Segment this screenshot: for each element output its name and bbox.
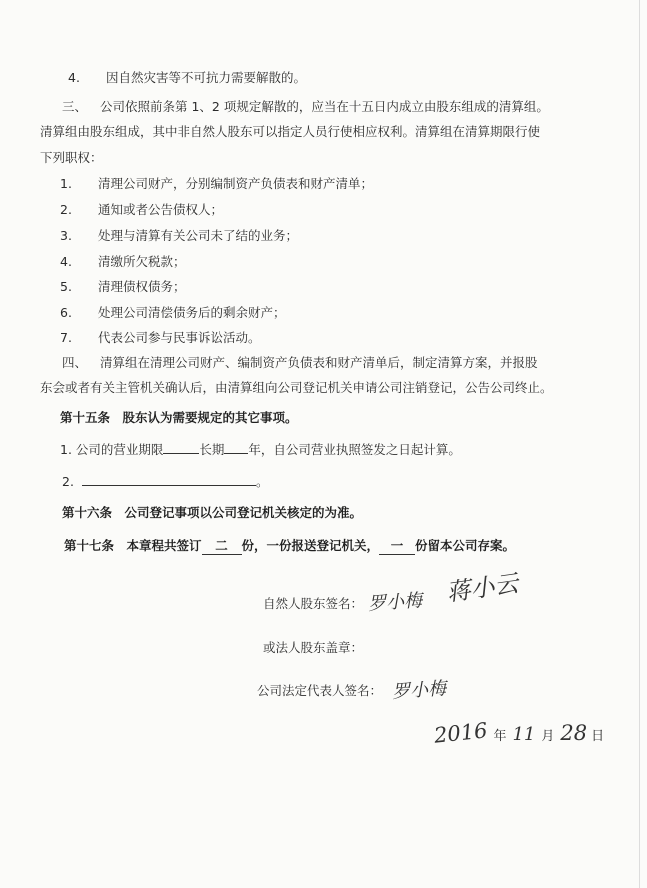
list-item: 5. 清理债权债务； <box>60 279 186 294</box>
paragraph-4-line-1: 四、 清算组在清理公司财产、编制资产负债表和财产清单后，制定清算方案，并报股 <box>62 355 538 370</box>
signature: 罗小梅 <box>391 678 447 703</box>
blank-field <box>82 473 256 486</box>
signature: 蒋小云 <box>444 569 520 607</box>
list-item: 4. 因自然灾害等不可抗力需要解散的。 <box>68 70 307 85</box>
blank-field <box>224 441 248 454</box>
list-item: 4. 清缴所欠税款； <box>60 254 186 269</box>
list-item: 3. 处理与清算有关公司未了结的业务； <box>60 228 299 243</box>
signature: 罗小梅 <box>367 590 423 615</box>
list-item: 6. 处理公司清偿债务后的剩余财产； <box>60 305 286 320</box>
list-item: 1. 清理公司财产，分别编制资产负债表和财产清单； <box>60 176 374 191</box>
paragraph-3-line-2: 清算组由股东组成，其中非自然人股东可以指定人员行使相应权利。清算组在清算期限行使 <box>40 124 541 139</box>
article-15-title: 第十五条 股东认为需要规定的其它事项。 <box>60 410 298 425</box>
paragraph-4-line-2: 东会或者有关主管机关确认后，由清算组向公司登记机关申请公司注销登记，公告公司终止。 <box>40 380 553 395</box>
paragraph-3-line-3: 下列职权： <box>40 150 103 165</box>
list-item: 2. 通知或者公告债权人； <box>60 202 224 217</box>
article-15-item-1: 1. 公司的营业期限 长期 年，自公司营业执照签发之日起计算。 <box>60 442 461 457</box>
blank-field <box>163 441 199 454</box>
paragraph-3-line-1: 三、 公司依照前条第 1、2 项规定解散的，应当在十五日内成立由股东组成的清算组。 <box>62 99 549 114</box>
legal-shareholder-label: 或法人股东盖章： <box>263 640 364 655</box>
signing-date: 2016 年 11 月 28 日 <box>432 718 605 748</box>
article-15-item-2: 2. 。 <box>62 474 269 489</box>
article-17: 第十七条 本章程共签订 二 份，一份报送登记机关， 一 份留本公司存案。 <box>64 538 516 553</box>
scan-edge <box>639 0 640 888</box>
article-16: 第十六条 公司登记事项以公司登记机关核定的为准。 <box>62 505 363 520</box>
legal-representative-label: 公司法定代表人签名： <box>257 683 383 698</box>
natural-shareholder-label: 自然人股东签名： <box>263 596 364 611</box>
list-item: 7. 代表公司参与民事诉讼活动。 <box>60 330 261 345</box>
